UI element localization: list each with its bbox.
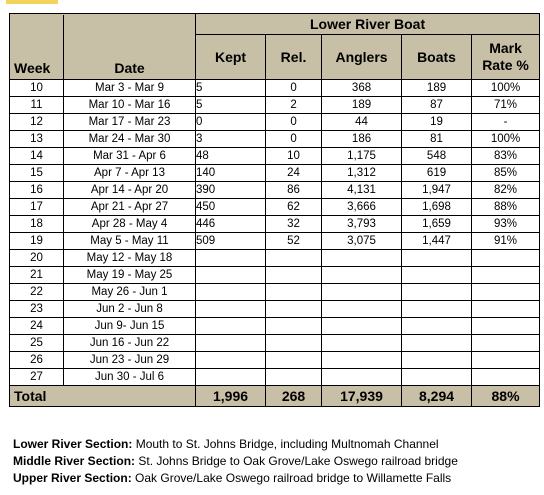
cell-anglers xyxy=(322,318,402,335)
cell-mark-rate xyxy=(472,369,540,386)
cell-week: 26 xyxy=(10,352,64,369)
cell-mark-rate: 93% xyxy=(472,216,540,233)
cell-anglers: 189 xyxy=(322,97,402,114)
cell-date: Apr 7 - Apr 13 xyxy=(64,165,196,182)
cell-kept xyxy=(196,284,266,301)
cell-mark-rate xyxy=(472,352,540,369)
cell-kept xyxy=(196,352,266,369)
cell-anglers: 3,666 xyxy=(322,199,402,216)
total-kept: 1,996 xyxy=(196,386,266,407)
cell-anglers xyxy=(322,250,402,267)
cell-boats xyxy=(402,301,472,318)
cell-released: 0 xyxy=(266,114,322,131)
cell-mark-rate xyxy=(472,267,540,284)
column-header-boats: Boats xyxy=(402,35,472,80)
column-header-kept: Kept xyxy=(196,35,266,80)
cell-released: 2 xyxy=(266,97,322,114)
table-row xyxy=(10,284,540,301)
table-row xyxy=(10,352,540,369)
cell-anglers: 1,175 xyxy=(322,148,402,165)
cell-boats: 189 xyxy=(402,80,472,97)
total-label: Total xyxy=(10,386,196,407)
cell-week: 24 xyxy=(10,318,64,335)
cell-date: Apr 21 - Apr 27 xyxy=(64,199,196,216)
cell-boats: 1,698 xyxy=(402,199,472,216)
cell-date: Apr 28 - May 4 xyxy=(64,216,196,233)
cell-kept: 0 xyxy=(196,114,266,131)
table-header xyxy=(10,14,540,80)
cell-date: Mar 3 - Mar 9 xyxy=(64,80,196,97)
mark-rate-line2: Rate % xyxy=(482,57,529,73)
note-lower-river: Lower River Section: Mouth to St. Johns Bridge, including Multnomah Channel xyxy=(13,437,439,451)
table-row xyxy=(10,80,540,97)
cell-anglers xyxy=(322,352,402,369)
cell-kept xyxy=(196,301,266,318)
cell-anglers xyxy=(322,335,402,352)
table-row xyxy=(10,318,540,335)
group-header-lower-river-boat: Lower River Boat xyxy=(196,14,540,35)
cell-mark-rate: 88% xyxy=(472,199,540,216)
table-row xyxy=(10,267,540,284)
cell-kept: 450 xyxy=(196,199,266,216)
cell-mark-rate: 82% xyxy=(472,182,540,199)
cell-kept: 5 xyxy=(196,97,266,114)
cell-week: 12 xyxy=(10,114,64,131)
table-body xyxy=(10,80,540,386)
column-header-mark-rate xyxy=(472,35,540,80)
cell-date: Apr 14 - Apr 20 xyxy=(64,182,196,199)
cell-boats: 619 xyxy=(402,165,472,182)
cell-mark-rate xyxy=(472,335,540,352)
cell-anglers xyxy=(322,267,402,284)
cell-kept: 446 xyxy=(196,216,266,233)
cell-boats: 19 xyxy=(402,114,472,131)
cell-released: 52 xyxy=(266,233,322,250)
cell-date: May 19 - May 25 xyxy=(64,267,196,284)
cell-anglers: 368 xyxy=(322,80,402,97)
cell-released: 10 xyxy=(266,148,322,165)
cell-week: 25 xyxy=(10,335,64,352)
cell-week: 21 xyxy=(10,267,64,284)
cell-week: 16 xyxy=(10,182,64,199)
column-header-week: Week xyxy=(10,15,64,79)
total-mark-rate: 88% xyxy=(472,386,540,407)
cell-kept: 390 xyxy=(196,182,266,199)
cell-kept xyxy=(196,335,266,352)
column-header-date: Date xyxy=(114,59,145,76)
table-row xyxy=(10,216,540,233)
table-row xyxy=(10,131,540,148)
cell-released xyxy=(266,335,322,352)
cell-boats: 81 xyxy=(402,131,472,148)
cell-date: Jun 23 - Jun 29 xyxy=(64,352,196,369)
cell-boats: 548 xyxy=(402,148,472,165)
cell-released xyxy=(266,284,322,301)
cell-anglers: 186 xyxy=(322,131,402,148)
cell-week: 20 xyxy=(10,250,64,267)
cell-kept: 140 xyxy=(196,165,266,182)
cell-week: 15 xyxy=(10,165,64,182)
cell-kept xyxy=(196,267,266,284)
cell-date: Mar 17 - Mar 23 xyxy=(64,114,196,131)
cell-released: 86 xyxy=(266,182,322,199)
cell-mark-rate: 71% xyxy=(472,97,540,114)
cell-kept xyxy=(196,369,266,386)
cell-released xyxy=(266,318,322,335)
cell-date: Mar 10 - Mar 16 xyxy=(64,97,196,114)
cell-kept xyxy=(196,250,266,267)
cell-boats xyxy=(402,352,472,369)
table-row xyxy=(10,301,540,318)
cell-released xyxy=(266,301,322,318)
cell-released xyxy=(266,267,322,284)
table-row xyxy=(10,233,540,250)
cell-released: 0 xyxy=(266,131,322,148)
note-middle-river: Middle River Section: St. Johns Bridge to Oak Grove/Lake Oswego railroad bridge xyxy=(13,454,458,468)
table-row xyxy=(10,182,540,199)
cell-mark-rate xyxy=(472,301,540,318)
cell-kept: 5 xyxy=(196,80,266,97)
cell-mark-rate xyxy=(472,318,540,335)
cell-boats xyxy=(402,284,472,301)
table-row xyxy=(10,250,540,267)
cell-week: 13 xyxy=(10,131,64,148)
cell-boats xyxy=(402,335,472,352)
cell-kept xyxy=(196,318,266,335)
cell-week: 27 xyxy=(10,369,64,386)
mark-rate-line1: Mark xyxy=(489,40,522,56)
cell-mark-rate: 100% xyxy=(472,131,540,148)
section-notes xyxy=(13,436,458,487)
cell-released: 0 xyxy=(266,80,322,97)
cell-anglers: 44 xyxy=(322,114,402,131)
cell-week: 10 xyxy=(10,80,64,97)
total-released: 268 xyxy=(266,386,322,407)
cell-date: Jun 2 - Jun 8 xyxy=(64,301,196,318)
table-row xyxy=(10,148,540,165)
cell-anglers xyxy=(322,284,402,301)
cell-released xyxy=(266,369,322,386)
table-row xyxy=(10,97,540,114)
cell-date: May 12 - May 18 xyxy=(64,250,196,267)
cell-date: May 5 - May 11 xyxy=(64,233,196,250)
cell-date: May 26 - Jun 1 xyxy=(64,284,196,301)
cell-anglers: 1,312 xyxy=(322,165,402,182)
total-anglers: 17,939 xyxy=(322,386,402,407)
cell-mark-rate: 100% xyxy=(472,80,540,97)
cell-date: Jun 16 - Jun 22 xyxy=(64,335,196,352)
cell-boats: 87 xyxy=(402,97,472,114)
cell-anglers xyxy=(322,301,402,318)
cell-kept: 3 xyxy=(196,131,266,148)
cell-released xyxy=(266,352,322,369)
cell-released: 62 xyxy=(266,199,322,216)
column-header-released: Rel. xyxy=(266,35,322,80)
cell-kept: 48 xyxy=(196,148,266,165)
cell-released: 24 xyxy=(266,165,322,182)
cell-anglers: 4,131 xyxy=(322,182,402,199)
cell-mark-rate xyxy=(472,284,540,301)
cell-anglers: 3,075 xyxy=(322,233,402,250)
total-boats: 8,294 xyxy=(402,386,472,407)
column-header-anglers: Anglers xyxy=(322,35,402,80)
cell-mark-rate xyxy=(472,250,540,267)
table-row xyxy=(10,114,540,131)
cell-week: 22 xyxy=(10,284,64,301)
cell-week: 23 xyxy=(10,301,64,318)
cell-released: 32 xyxy=(266,216,322,233)
header-left-block xyxy=(10,14,196,80)
top-accent-strip xyxy=(6,0,58,4)
cell-date: Jun 30 - Jul 6 xyxy=(64,369,196,386)
table-row xyxy=(10,335,540,352)
cell-week: 18 xyxy=(10,216,64,233)
cell-released xyxy=(266,250,322,267)
cell-mark-rate: 85% xyxy=(472,165,540,182)
cell-week: 11 xyxy=(10,97,64,114)
cell-boats: 1,659 xyxy=(402,216,472,233)
total-row xyxy=(10,386,540,407)
cell-anglers: 3,793 xyxy=(322,216,402,233)
cell-mark-rate: - xyxy=(472,114,540,131)
catch-table xyxy=(9,13,540,407)
cell-boats xyxy=(402,318,472,335)
cell-boats: 1,947 xyxy=(402,182,472,199)
cell-boats xyxy=(402,250,472,267)
table-row xyxy=(10,199,540,216)
cell-mark-rate: 91% xyxy=(472,233,540,250)
cell-boats xyxy=(402,267,472,284)
cell-boats xyxy=(402,369,472,386)
note-upper-river: Upper River Section: Oak Grove/Lake Oswego railroad bridge to Willamette Falls xyxy=(13,471,452,485)
cell-kept: 509 xyxy=(196,233,266,250)
cell-date: Jun 9- Jun 15 xyxy=(64,318,196,335)
cell-week: 19 xyxy=(10,233,64,250)
table-row xyxy=(10,165,540,182)
cell-week: 14 xyxy=(10,148,64,165)
cell-week: 17 xyxy=(10,199,64,216)
cell-boats: 1,447 xyxy=(402,233,472,250)
cell-anglers xyxy=(322,369,402,386)
table-row xyxy=(10,369,540,386)
cell-date: Mar 24 - Mar 30 xyxy=(64,131,196,148)
cell-mark-rate: 83% xyxy=(472,148,540,165)
cell-date: Mar 31 - Apr 6 xyxy=(64,148,196,165)
